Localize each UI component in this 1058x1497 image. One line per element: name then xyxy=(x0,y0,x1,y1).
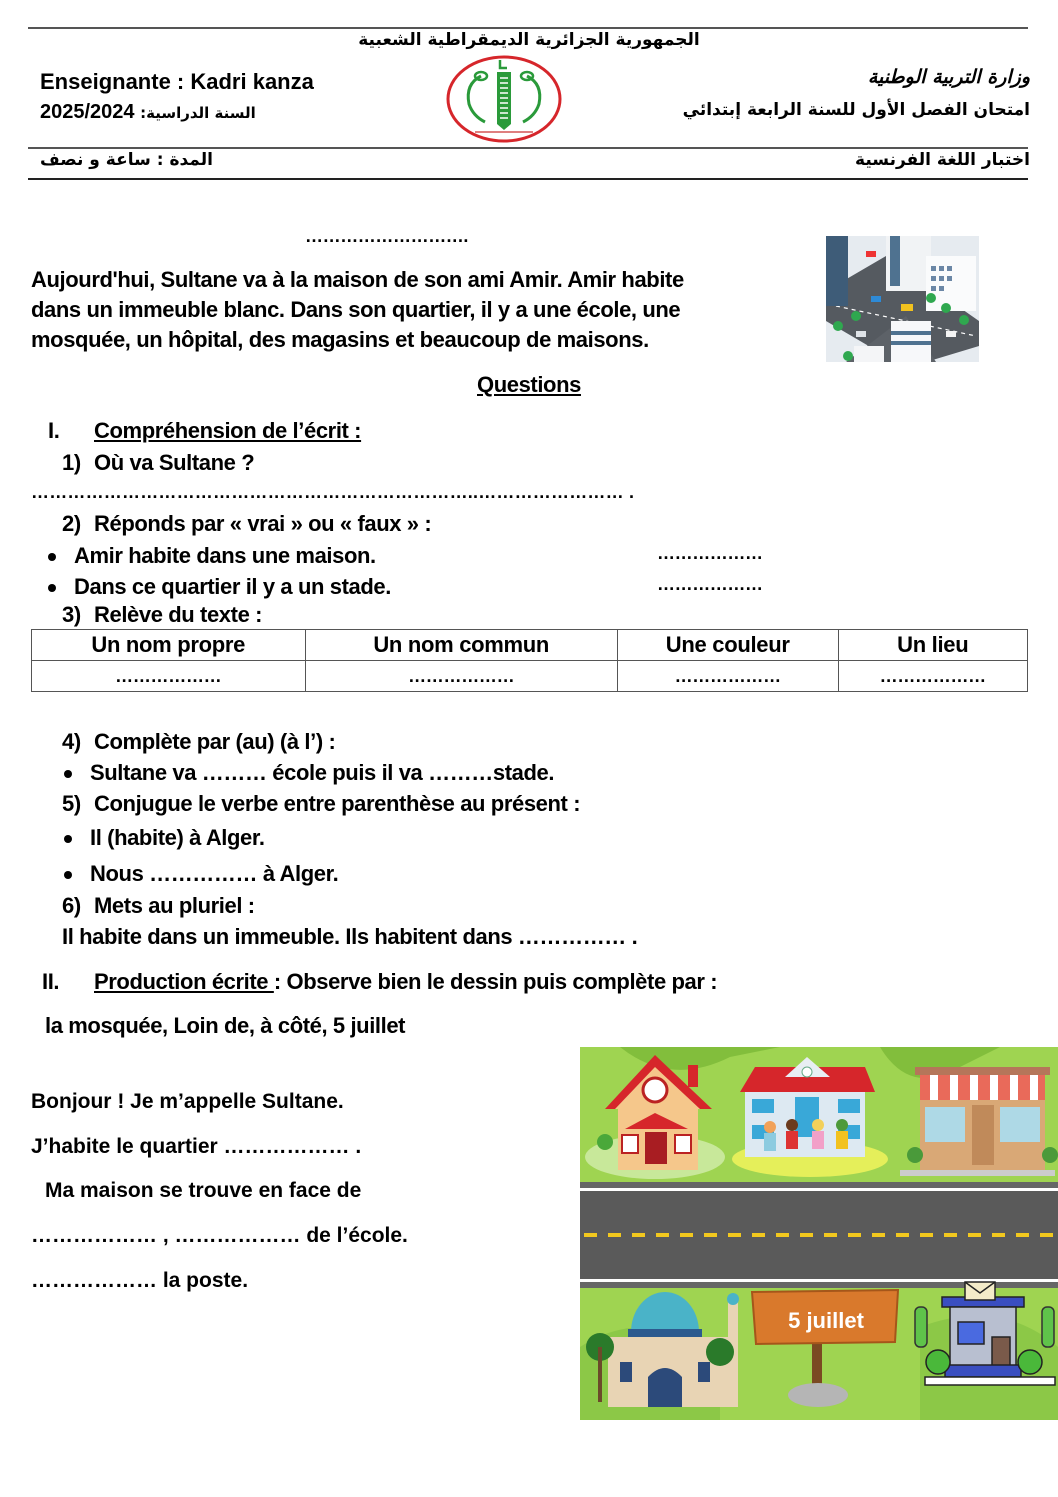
q6-number: 6) xyxy=(62,893,81,918)
section-2-title: Production écrite xyxy=(94,969,274,994)
q3-text: Relève du texte : xyxy=(94,602,263,627)
production-line-1: Bonjour ! Je m’appelle Sultane. xyxy=(31,1090,344,1113)
q6-text: Mets au pluriel : xyxy=(94,893,255,918)
ministry-name: وزارة التربية الوطنية xyxy=(867,66,1030,88)
q1-text: Où va Sultane ? xyxy=(94,450,255,475)
header-top-rule xyxy=(28,27,1028,29)
neighborhood-drawing xyxy=(580,1047,1058,1420)
q2-item-2-blank[interactable]: ……………… xyxy=(657,574,763,594)
school-year xyxy=(40,101,256,124)
text-paragraph-line-3: mosquée, un hôpital, des magasins et beaucoup de maisons. xyxy=(31,327,649,352)
text-title-blank: ………………………. xyxy=(305,226,469,246)
school-icon xyxy=(732,1057,888,1177)
sign-text: 5 juillet xyxy=(788,1308,864,1333)
section-1-number: I. xyxy=(48,418,60,443)
school-year-label: السنة الدراسية: xyxy=(140,104,256,122)
q5-item-1 xyxy=(64,825,265,851)
q1-answer-line[interactable]: ………………………………………………………………..…………………… . xyxy=(31,482,635,502)
production-line-4[interactable]: ……………… , ……………… de l’école. xyxy=(31,1224,408,1247)
production-line-5[interactable]: ……………… la poste. xyxy=(31,1269,249,1292)
bullet-icon xyxy=(48,553,56,561)
table-header-cell: Un lieu xyxy=(838,630,1027,661)
text-paragraph-line-1: Aujourd'hui, Sultane va à la maison de son ami Amir. Amir habite xyxy=(31,267,684,292)
teacher-name: Enseignante : Kadri kanza xyxy=(40,69,314,94)
text-paragraph-line-2: dans un immeuble blanc. Dans son quartier, il y a une école, une xyxy=(31,297,681,322)
q2-item-1-blank[interactable]: ……………… xyxy=(657,543,763,563)
q4-number: 4) xyxy=(62,729,81,754)
table-blank-cell[interactable]: ……………… xyxy=(617,661,838,692)
table-blank-cell[interactable]: ……………… xyxy=(838,661,1027,692)
section-2-heading xyxy=(94,969,717,995)
table-header-cell: Un nom commun xyxy=(305,630,617,661)
exam-duration: المدة : ساعة و نصف xyxy=(40,150,213,170)
production-line-2[interactable]: J’habite le quartier ……………… . xyxy=(31,1135,362,1158)
q5-item-2 xyxy=(64,861,338,887)
table-row xyxy=(32,661,1028,692)
exam-title: امتحان الفصل الأول للسنة الرابعة إبتدائي xyxy=(682,100,1030,120)
q3-number: 3) xyxy=(62,602,81,627)
q5-item-1-text: Il (habite) à Alger. xyxy=(90,825,265,850)
ministry-logo xyxy=(445,54,563,144)
q2-number: 2) xyxy=(62,511,81,536)
q1-number: 1) xyxy=(62,450,81,475)
table-header-cell: Un nom propre xyxy=(32,630,306,661)
shop-icon xyxy=(900,1067,1058,1176)
q2-text: Réponds par « vrai » ou « faux » : xyxy=(94,511,432,536)
q6-sentence[interactable]: Il habite dans un immeuble. Ils habitent dans …………… . xyxy=(62,924,638,949)
q4-text: Complète par (au) (à l’) : xyxy=(94,729,336,754)
word-bank: la mosquée, Loin de, à côté, 5 juillet xyxy=(45,1013,406,1038)
questions-heading: Questions xyxy=(477,372,581,397)
bullet-icon xyxy=(48,584,56,592)
q5-number: 5) xyxy=(62,791,81,816)
production-line-3: Ma maison se trouve en face de xyxy=(45,1179,362,1202)
q4-item-text[interactable]: Sultane va ……… école puis il va ………stade. xyxy=(90,760,555,785)
section-1-title: Compréhension de l’écrit : xyxy=(94,418,362,443)
header-bottom-rule xyxy=(28,178,1028,180)
q2-item-2 xyxy=(48,574,391,600)
table-header-row xyxy=(32,630,1028,661)
q4-item xyxy=(64,760,554,786)
header-mid-rule xyxy=(28,147,1028,149)
school-year-value: 2025/2024 xyxy=(40,101,135,123)
bullet-icon xyxy=(64,871,72,879)
q2-item-2-text: Dans ce quartier il y a un stade. xyxy=(74,574,391,599)
q5-item-2-text[interactable]: Nous …………… à Alger. xyxy=(90,861,339,886)
q2-item-1 xyxy=(48,543,376,569)
table-blank-cell[interactable]: ……………… xyxy=(305,661,617,692)
exam-subject: اختبار اللغة الفرنسية xyxy=(855,150,1030,170)
table-header-cell: Une couleur xyxy=(617,630,838,661)
city-illustration xyxy=(826,236,979,362)
section-2-instruction: : Observe bien le dessin puis complète par : xyxy=(273,969,718,994)
q2-item-1-text: Amir habite dans une maison. xyxy=(74,543,376,568)
bullet-icon xyxy=(64,835,72,843)
section-2-number: II. xyxy=(42,969,60,994)
table-blank-cell[interactable]: ……………… xyxy=(32,661,306,692)
republic-title: الجمهورية الجزائرية الديمقراطية الشعبية xyxy=(358,30,700,50)
q5-text: Conjugue le verbe entre parenthèse au présent : xyxy=(94,791,581,816)
bullet-icon xyxy=(64,770,72,778)
relevé-table xyxy=(31,629,1028,692)
